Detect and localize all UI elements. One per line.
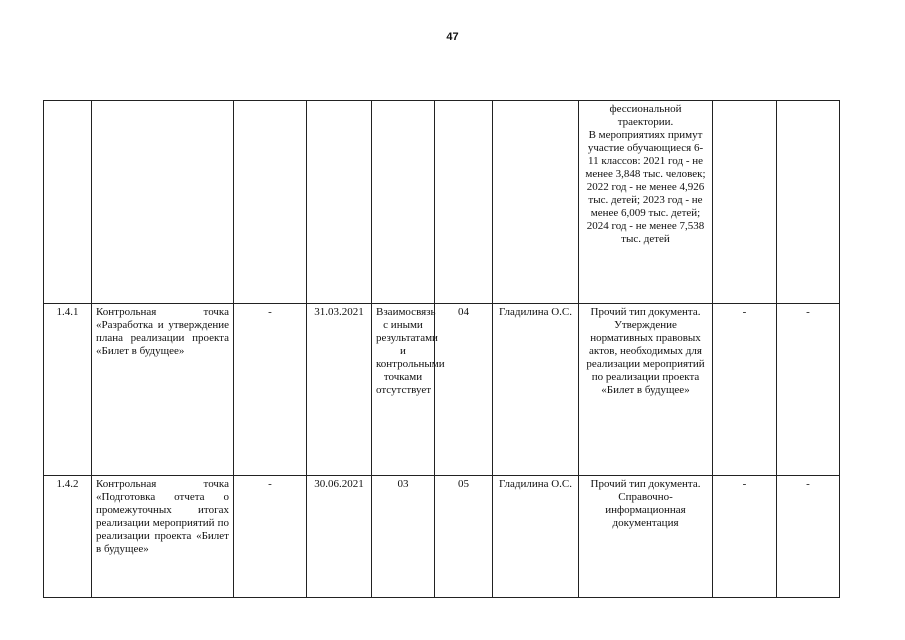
cell-code: 04 — [435, 304, 493, 476]
cell-link — [372, 101, 435, 304]
cell-name — [92, 101, 234, 304]
cell-description: фессиональной траектории. В мероприятиях примут участие обучающиеся 6-11 классов: 2021 год - не менее 3,848 тыс. человек; 2022 год - не менее 4,926 тыс. детей; 2023 год - не менее 6,009 тыс. детей; 2024 год - не менее 7,538 тыс. детей — [579, 101, 713, 304]
page-number: 47 — [446, 31, 459, 43]
cell-date — [307, 101, 372, 304]
cell-date: 31.03.2021 — [307, 304, 372, 476]
cell-col9 — [713, 101, 777, 304]
cell-col3 — [234, 101, 307, 304]
cell-col10: - — [777, 476, 840, 598]
cell-name: Контрольная точка «Подготовка отчета о промежуточных итогах реализации мероприятий по реализации проекта «Билет в будущее» — [92, 476, 234, 598]
cell-number: 1.4.1 — [44, 304, 92, 476]
cell-code: 05 — [435, 476, 493, 598]
cell-col3: - — [234, 304, 307, 476]
cell-responsible: Гладилина О.С. — [493, 476, 579, 598]
cell-responsible: Гладилина О.С. — [493, 304, 579, 476]
cell-col3: - — [234, 476, 307, 598]
table-row — [44, 101, 840, 304]
cell-name: Контрольная точка «Разработка и утверждение плана реализации проекта «Билет в будущее» — [92, 304, 234, 476]
cell-col10: - — [777, 304, 840, 476]
cell-number — [44, 101, 92, 304]
cell-col10 — [777, 101, 840, 304]
cell-description: Прочий тип документа. Утверждение нормативных правовых актов, необходимых для реализации мероприятий по реализации проекта «Билет в будущее» — [579, 304, 713, 476]
table-row — [44, 304, 840, 476]
cell-link: Взаимосвязь с иными результатами и контрольными точками отсутствует — [372, 304, 435, 476]
cell-col9: - — [713, 304, 777, 476]
cell-col9: - — [713, 476, 777, 598]
cell-code — [435, 101, 493, 304]
cell-description: Прочий тип документа. Справочно-информационная документация — [579, 476, 713, 598]
cell-responsible — [493, 101, 579, 304]
checkpoints-table — [43, 100, 840, 598]
cell-date: 30.06.2021 — [307, 476, 372, 598]
cell-link: 03 — [372, 476, 435, 598]
table-row — [44, 476, 840, 598]
cell-number: 1.4.2 — [44, 476, 92, 598]
